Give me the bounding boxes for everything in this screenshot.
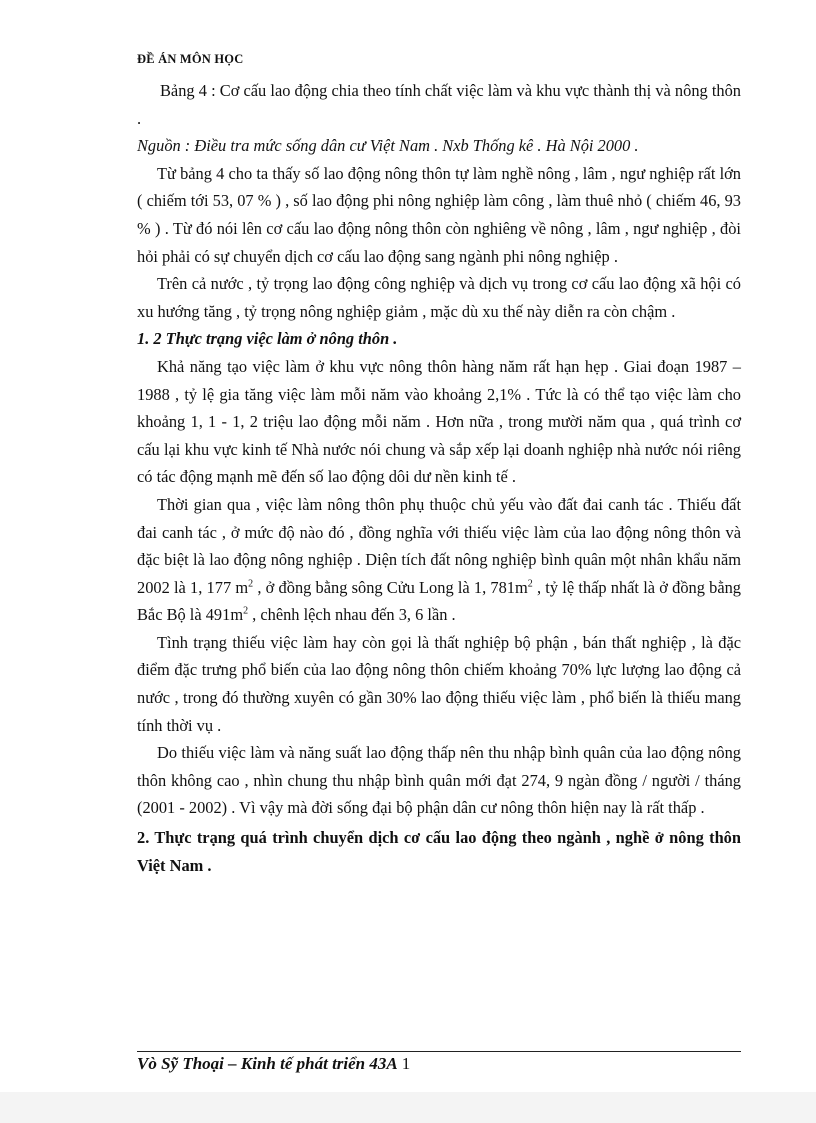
superscript: 2: [243, 605, 249, 617]
superscript: 2: [527, 578, 533, 590]
paragraph: Do thiếu việc làm và năng suất lao động thấp nên thu nhập bình quân của lao động nông thôn không cao , nhìn chung thu nhập bình quân mới đạt 274, 9 ngàn đồng / người / tháng (2001 - 2002) . Vì vậy mà đời sống đại bộ phận dân cư nông thôn hiện nay là rất thấp .: [137, 743, 741, 818]
paragraph: [137, 491, 741, 629]
page-header: ĐỀ ÁN MÔN HỌC: [137, 52, 244, 66]
paragraph: Tình trạng thiếu việc làm hay còn gọi là thất nghiệp bộ phận , bán thất nghiệp , là đặc điểm đặc trưng phổ biến của lao động nông thôn chiếm khoảng 70% lực lượng lao động cả nước , trong đó thường xuyên có gần 30% lao động thiếu việc làm , phổ biến là thiếu mang tính thời vụ .: [137, 632, 741, 735]
paragraph: Trên cả nước , tỷ trọng lao động công nghiệp và dịch vụ trong cơ cấu lao động xã hội có xu hướng tăng , tỷ trọng nông nghiệp giảm , mặc dù xu thế này diễn ra còn chậm .: [137, 274, 741, 321]
paragraph-text: , chênh lệch nhau đến 3, 6 lần .: [248, 605, 456, 625]
paragraph-text: , tỷ lệ thấp nhất là ở đồng bằng Bắc Bộ là 491m: [137, 577, 741, 625]
document-page: [137, 50, 741, 879]
paragraph: Khả năng tạo việc làm ở khu vực nông thôn hàng năm rất hạn hẹp . Giai đoạn 1987 – 1988 , tỷ lệ gia tăng việc làm mỗi năm vào khoảng 2,1% . Tức là có thể tạo việc làm cho khoảng 1, 1 - 1, 2 triệu lao động mỗi năm . Hơn nữa , trong mười năm qua , quá trình cơ cấu lại khu vực kinh tế Nhà nước nói chung và sắp xếp lại doanh nghiệp nhà nước nói riêng có tác động mạnh mẽ đến số lao động dôi dư nền kinh tế .: [137, 356, 741, 487]
footer-divider: [137, 1051, 741, 1052]
section-heading: 2. Thực trạng quá trình chuyển dịch cơ cấu lao động theo ngành , nghề ở nông thôn Việt Nam .: [137, 828, 741, 875]
paragraph-text: Thời gian qua , việc làm nông thôn phụ thuộc chủ yếu vào đất đai canh tác . Thiếu đất đai canh tác , ở mức độ nào đó , đồng nghĩa với thiếu việc làm của lao động nông thôn và đặc biệt là lao động nông nghiệp . Diện tích đất nông nghiệp bình quân một nhân khẩu năm 2002 là 1, 177 m: [137, 494, 741, 597]
footer-author: Vò Sỹ Thoại – Kinh tế phát triển 43A: [137, 1054, 398, 1073]
page-bottom-margin: [0, 1092, 816, 1123]
source-note: Nguồn : Điều tra mức sống dân cư Việt Nam . Nxb Thống kê . Hà Nội 2000 .: [137, 136, 639, 156]
paragraph-text: , ở đồng bằng sông Cửu Long là 1, 781m: [253, 577, 528, 597]
page-footer: [137, 1054, 410, 1074]
section-heading: 1. 2 Thực trạng việc làm ở nông thôn .: [137, 329, 398, 349]
table-caption: Bảng 4 : Cơ cấu lao động chia theo tính chất việc làm và khu vực thành thị và nông thôn .: [137, 81, 741, 128]
superscript: 2: [248, 578, 254, 590]
page-number: 1: [401, 1054, 411, 1073]
paragraph: Từ bảng 4 cho ta thấy số lao động nông thôn tự làm nghề nông , lâm , ngư nghiệp rất lớn ( chiếm tới 53, 07 % ) , số lao động phi nông nghiệp làm công , làm thuê nhỏ ( chiếm 46, 93 % ) . Từ đó nói lên cơ cấu lao động nông thôn còn nghiêng về nông , lâm , ngư nghiệp , đòi hỏi phải có sự chuyển dịch cơ cấu lao động sang ngành phi nông nghiệp .: [137, 163, 741, 266]
